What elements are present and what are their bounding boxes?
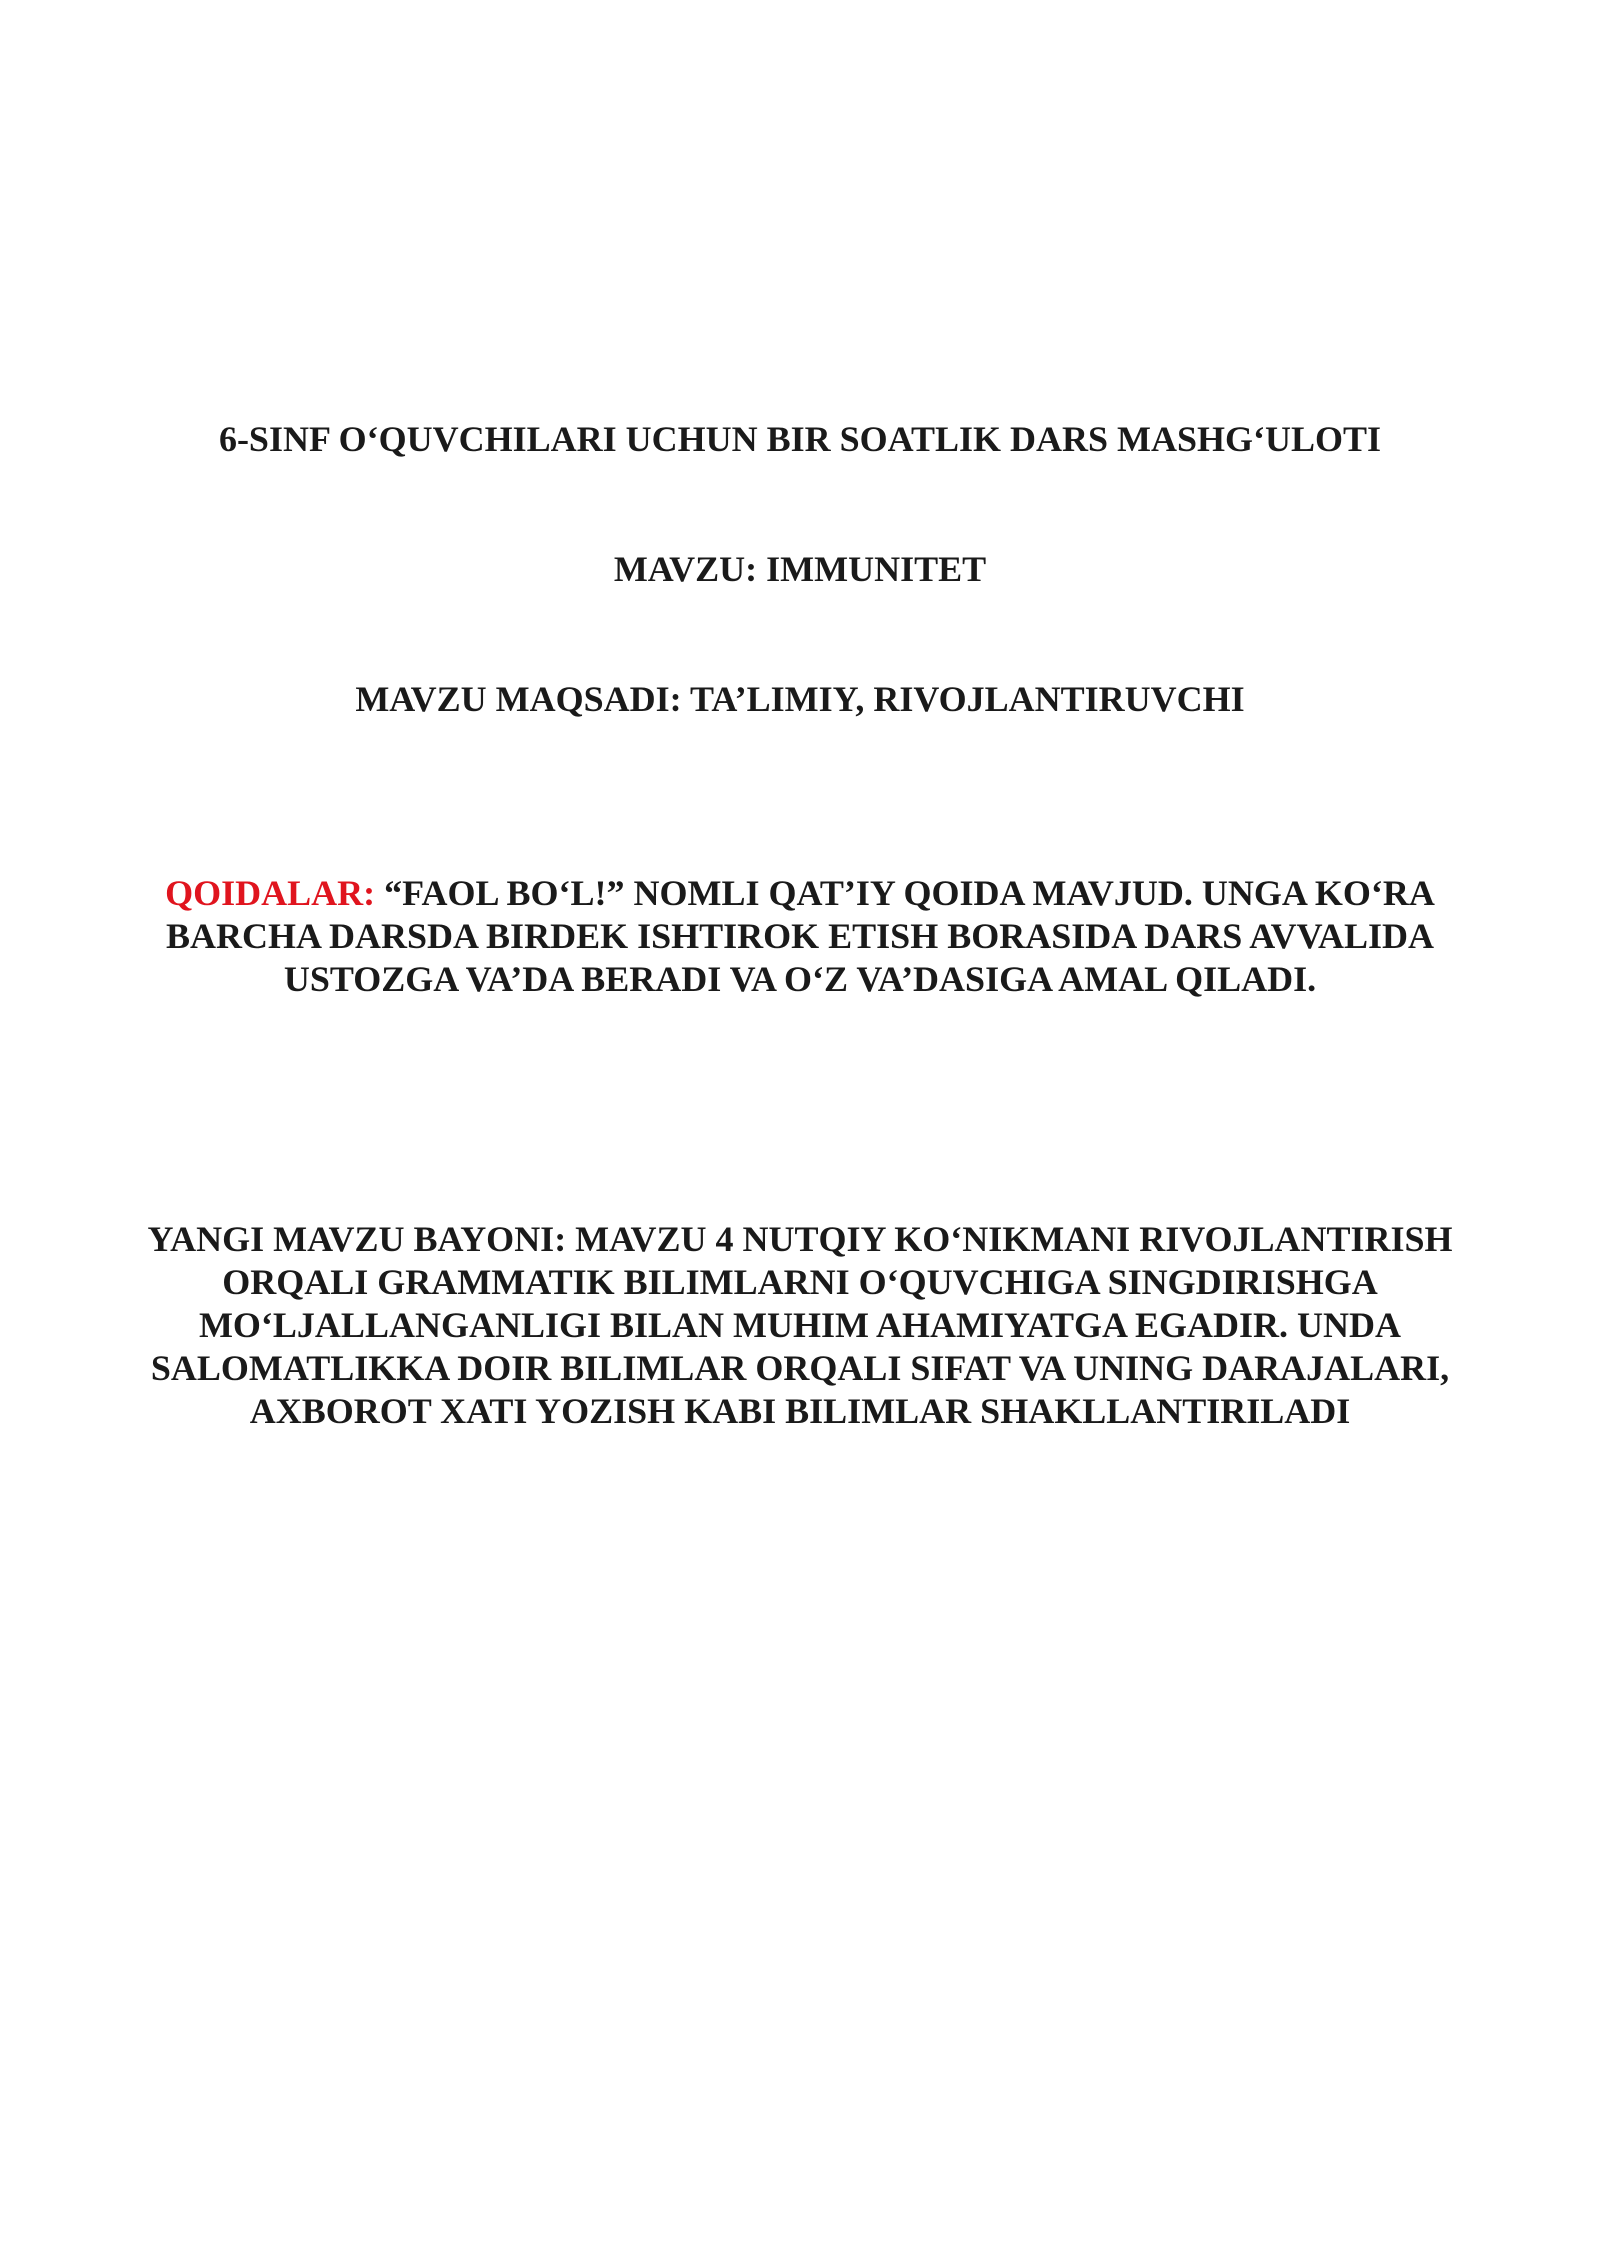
- document-title: 6-SINF O‘QUVCHILARI UCHUN BIR SOATLIK DARS MASHG‘ULOTI: [218, 419, 1382, 459]
- rules-label: QOIDALAR:: [165, 873, 376, 913]
- rules-text: “FAOL BO‘L!” NOMLI QAT’IY QOIDA MAVJUD. UNGA KO‘RA BARCHA DARSDA BIRDEK ISHTIROK ETISH BORASIDA DARS AVVALIDA USTOZGA VA’DA BERADI VA O‘Z VA’DASIGA AMAL QILADI.: [166, 873, 1435, 999]
- lesson-goal: MAVZU MAQSADI: TA’LIMIY, RIVOJLANTIRUVCHI: [355, 679, 1245, 719]
- new-topic-paragraph: YANGI MAVZU BAYONI: MAVZU 4 NUTQIY KO‘NIKMANI RIVOJLANTIRISH ORQALI GRAMMATIK BILIMLARNI O‘QUVCHIGA SINGDIRISHGA MO‘LJALLANGANLIGI BILAN MUHIM AHAMIYATGA EGADIR. UNDA SALOMATLIKKA DOIR BILIMLAR ORQALI SIFAT VA UNING DARAJALARI, AXBOROT XATI YOZISH KABI BILIMLAR SHAKLLANTIRILADI: [147, 1219, 1453, 1431]
- rules-paragraph: [110, 872, 1490, 1001]
- lesson-topic: MAVZU: IMMUNITET: [613, 549, 987, 589]
